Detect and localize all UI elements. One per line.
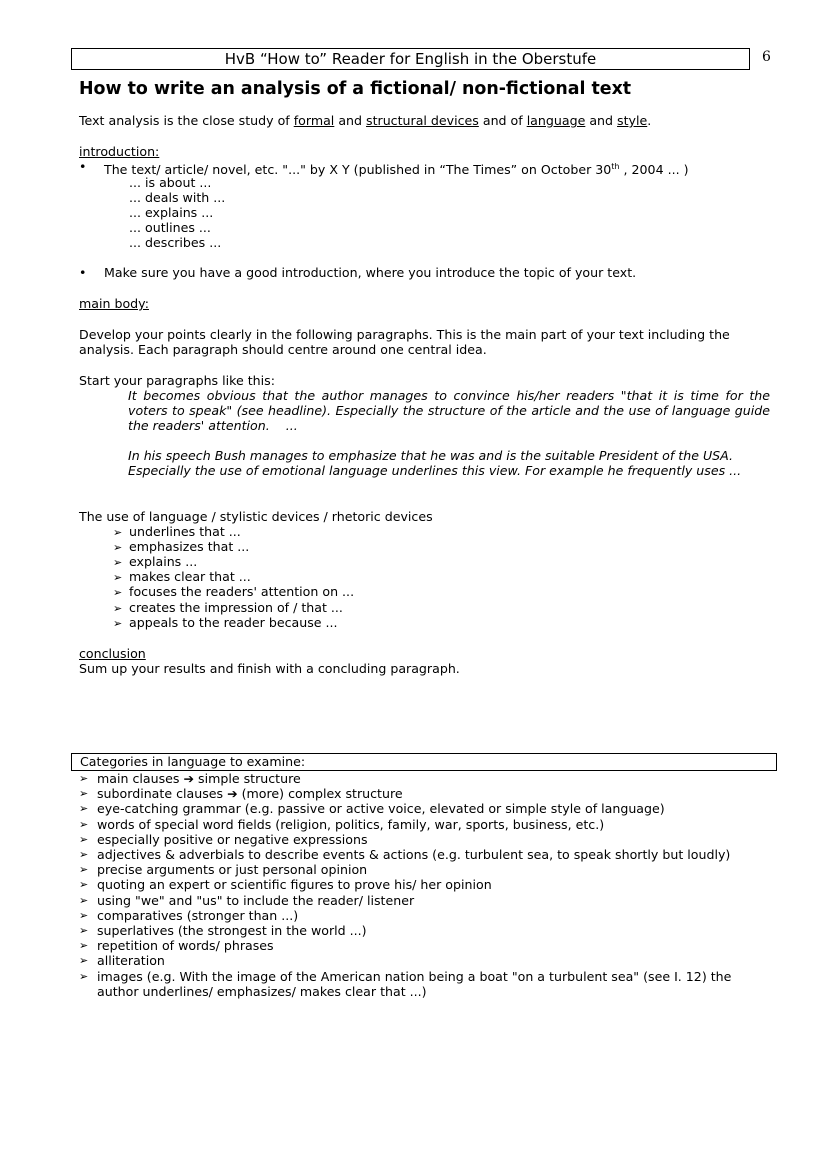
arrowhead-bullet-icon: ➢ [79, 878, 89, 892]
start-paragraphs-label: Start your paragraphs like this: [79, 373, 275, 388]
main-body-heading: main body: [79, 296, 149, 311]
page-number: 6 [762, 49, 771, 65]
example-1-line: the readers' attention. ... [128, 418, 298, 433]
bullet-dot-icon: • [79, 265, 87, 280]
language-use-item: ➢ creates the impression of / that ... [113, 600, 343, 615]
example-1-line: voters to speak" (see headline). Especially the structure of the article and the use of language guide [128, 403, 770, 418]
category-item: ➢ main clauses ➔ simple structure [79, 771, 301, 786]
arrowhead-bullet-icon: ➢ [79, 832, 89, 846]
arrowhead-bullet-icon: ➢ [113, 526, 123, 539]
intro-sentence: Text analysis is the close study of formal and structural devices and of language and style. [79, 113, 652, 128]
category-item: ➢ comparatives (stronger than ...) [79, 907, 299, 923]
example-2-line: Especially the use of emotional language underlines this view. For example he frequently uses ... [128, 463, 742, 478]
category-item: ➢ repetition of words/ phrases [79, 938, 274, 954]
arrowhead-bullet-icon: ➢ [79, 908, 89, 922]
arrowhead-bullet-icon: ➢ [79, 969, 89, 983]
arrowhead-bullet-icon: ➢ [113, 602, 123, 615]
category-item-continuation: author underlines/ emphasizes/ makes clear that ...) [97, 983, 427, 999]
language-use-item: ➢ appeals to the reader because ... [113, 615, 338, 630]
arrowhead-bullet-icon: ➢ [79, 954, 89, 968]
intro-verb: ... is about ... [129, 175, 212, 190]
arrowhead-bullet-icon: ➢ [79, 924, 89, 938]
arrowhead-bullet-icon: ➢ [113, 586, 123, 599]
language-use-heading: The use of language / stylistic devices / rhetoric devices [79, 509, 433, 524]
category-item: ➢ quoting an expert or scientific figures to prove his/ her opinion [79, 877, 492, 893]
category-item: ➢ using "we" and "us" to include the reader/ listener [79, 892, 415, 908]
language-use-item: ➢ emphasizes that ... [113, 539, 250, 554]
conclusion-text: Sum up your results and finish with a concluding paragraph. [79, 661, 460, 676]
main-body-paragraph-line: Develop your points clearly in the following paragraphs. This is the main part of your text including the [79, 327, 730, 342]
arrowhead-bullet-icon: ➢ [113, 541, 123, 554]
intro-verb: ... describes ... [129, 235, 222, 250]
arrowhead-bullet-icon: ➢ [113, 617, 123, 630]
category-item: ➢ subordinate clauses ➔ (more) complex structure [79, 786, 403, 802]
arrowhead-bullet-icon: ➢ [79, 787, 89, 801]
category-item: ➢ adjectives & adverbials to describe events & actions (e.g. turbulent sea, to speak shortly but loudly) [79, 847, 731, 863]
categories-heading: Categories in language to examine: [71, 753, 777, 771]
intro-verb: ... deals with ... [129, 190, 226, 205]
example-2-line: In his speech Bush manages to emphasize that he was and is the suitable President of the USA. [128, 448, 734, 463]
arrowhead-bullet-icon: ➢ [79, 817, 89, 831]
categories-list [79, 771, 779, 999]
arrowhead-bullet-icon: ➢ [79, 802, 89, 816]
arrowhead-bullet-icon: ➢ [79, 893, 89, 907]
term-language: language [526, 113, 586, 128]
document-title: How to write an analysis of a fictional/ non-fictional text [79, 79, 632, 99]
introduction-bullet-1: The text/ article/ novel, etc. "..." by X Y (published in “The Times” on October 30th , 2004 ... ) [104, 162, 689, 178]
arrowhead-bullet-icon: ➢ [79, 848, 89, 862]
category-item: ➢ especially positive or negative expressions [79, 831, 368, 847]
category-item: ➢ alliteration [79, 953, 165, 969]
category-item: ➢ words of special word fields (religion, politics, family, war, sports, business, etc.) [79, 816, 605, 832]
term-formal: formal [293, 113, 335, 128]
intro-verb: ... outlines ... [129, 220, 211, 235]
arrowhead-bullet-icon: ➢ [79, 772, 89, 785]
introduction-bullet-2: Make sure you have a good introduction, where you introduce the topic of your text. [104, 265, 637, 280]
page-header-title: HvB “How to” Reader for English in the Oberstufe [71, 48, 750, 70]
arrowhead-bullet-icon: ➢ [113, 571, 123, 584]
category-item: ➢ superlatives (the strongest in the world ...) [79, 923, 367, 939]
arrowhead-bullet-icon: ➢ [79, 939, 89, 953]
introduction-heading: introduction: [79, 144, 160, 159]
category-item: ➢ images (e.g. With the image of the American nation being a boat "on a turbulent sea" (see I. 12) the [79, 968, 732, 984]
category-item: ➢ eye-catching grammar (e.g. passive or active voice, elevated or simple style of language) [79, 801, 665, 817]
language-use-item: ➢ explains ... [113, 554, 198, 569]
term-structural-devices: structural devices [366, 113, 479, 128]
bullet-dot-icon: • [79, 159, 87, 174]
arrowhead-bullet-icon: ➢ [79, 863, 89, 877]
language-use-item: ➢ underlines that ... [113, 524, 241, 539]
language-use-item: ➢ focuses the readers' attention on ... [113, 584, 355, 599]
category-item: ➢ precise arguments or just personal opinion [79, 862, 368, 878]
conclusion-heading: conclusion [79, 646, 146, 661]
intro-verb: ... explains ... [129, 205, 214, 220]
arrowhead-bullet-icon: ➢ [113, 556, 123, 569]
language-use-item: ➢ makes clear that ... [113, 569, 251, 584]
example-1-line: It becomes obvious that the author manages to convince his/her readers "that it is time for the [128, 388, 770, 403]
term-style: style [617, 113, 648, 128]
main-body-paragraph-line: analysis. Each paragraph should centre around one central idea. [79, 342, 487, 357]
